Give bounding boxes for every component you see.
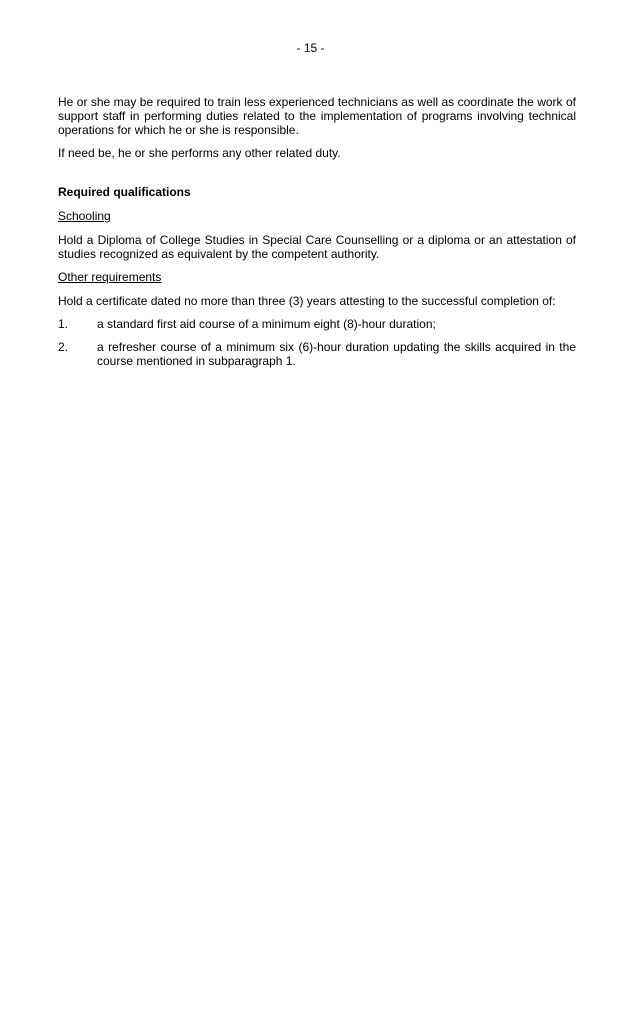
page-content (58, 95, 576, 377)
list-item-number: 2. (58, 340, 69, 354)
required-qualifications-heading: Required qualifications (58, 185, 191, 199)
list-item-text: a standard first aid course of a minimum eight (8)-hour duration; (97, 317, 436, 331)
other-requirements-subheading: Other requirements (58, 270, 162, 284)
list-item-text: a refresher course of a minimum six (6)-hour duration updating the skills acquired in the course mentioned in subparagraph 1. (97, 340, 576, 368)
list-item (58, 340, 576, 368)
page-number: - 15 - (296, 41, 325, 55)
certificate-paragraph: Hold a certificate dated no more than three (3) years attesting to the successful completion of: (58, 294, 556, 308)
schooling-subheading: Schooling (58, 209, 111, 223)
list-item (58, 317, 576, 331)
schooling-paragraph: Hold a Diploma of College Studies in Special Care Counselling or a diploma or an attestation of studies recognized as equivalent by the competent authority. (58, 233, 576, 261)
duties-paragraph: He or she may be required to train less experienced technicians as well as coordinate the work of support staff in performing duties related to the implementation of programs involving technical operations for which he or she is responsible. (58, 95, 576, 137)
list-item-number: 1. (58, 317, 69, 331)
other-duty-paragraph: If need be, he or she performs any other related duty. (58, 146, 341, 160)
